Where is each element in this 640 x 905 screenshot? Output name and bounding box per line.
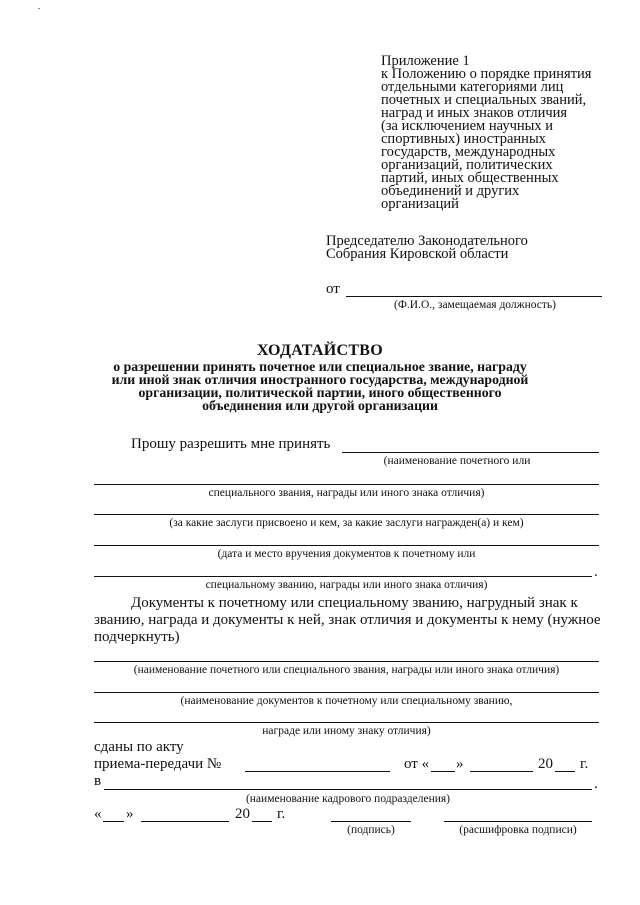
handover-from-label: от « — [404, 756, 430, 772]
title-name-field-line-2[interactable] — [94, 484, 599, 485]
documents-caption-2: (наименование документов к почетному или специальному званию, — [180, 695, 513, 707]
from-name-field-line[interactable] — [346, 296, 602, 297]
signature-caption: (подпись) — [347, 824, 395, 836]
title-subline: организации, политической партии, иного общественного — [138, 385, 502, 400]
sign-year-suffix: г. — [277, 806, 286, 822]
handover-line-1: сданы по акту — [94, 739, 184, 755]
from-caption: (Ф.И.О., замещаемая должность) — [394, 299, 556, 311]
department-caption: (наименование кадрового подразделения) — [245, 793, 451, 805]
department-field-line[interactable] — [104, 789, 592, 790]
request-period: . — [594, 564, 598, 580]
handover-line-2: приема-передачи № — [94, 756, 222, 772]
appendix-line: отдельными категориями лиц — [381, 79, 564, 95]
sign-day-field-line[interactable] — [103, 821, 124, 822]
date-place-field-line[interactable] — [94, 545, 599, 546]
appendix-line: объединений и других — [381, 183, 520, 199]
request-caption-4: (дата и место вручения документов к почетному или — [217, 548, 476, 560]
from-label: от — [326, 281, 340, 297]
handover-year-field-line[interactable] — [555, 771, 575, 772]
handover-month-field-line[interactable] — [470, 771, 533, 772]
appendix-line: к Положению о порядке принятия — [381, 66, 592, 82]
sign-year-field-line[interactable] — [252, 821, 272, 822]
title-subline: или иной знак отличия иностранного государства, международной — [111, 372, 529, 387]
documents-caption-1: (наименование почетного или специального звания, награды или иного знака отличия) — [133, 664, 560, 676]
documents-line-2: званию, награда и документы к ней, знак отличия и документы к нему (нужное — [94, 612, 601, 628]
request-lead: Прошу разрешить мне принять — [131, 436, 331, 452]
sign-quote-open: « — [94, 806, 102, 822]
addressee-line-1: Председателю Законодательного — [326, 233, 528, 249]
appendix-line: спортивных) иностранных — [381, 131, 546, 147]
signature-decode-field-line[interactable] — [444, 821, 592, 822]
act-number-field-line[interactable] — [245, 771, 390, 772]
title-subline: объединения или другой организации — [202, 398, 438, 413]
handover-in-label: в — [94, 773, 102, 789]
appendix-line: почетных и специальных званий, — [381, 92, 587, 108]
merits-field-line[interactable] — [94, 514, 599, 515]
addressee-line-2: Собрания Кировской области — [326, 246, 509, 262]
request-caption-3: (за какие заслуги присвоено и кем, за какие заслуги награжден(а) и кем) — [169, 517, 524, 529]
handover-quote-close: » — [456, 756, 464, 772]
document-title: ХОДАТАЙСТВО — [256, 342, 384, 359]
appendix-line: партий, иных общественных — [381, 170, 559, 186]
appendix-header — [381, 55, 631, 215]
request-caption-5: специальному званию, награды или иного знака отличия) — [205, 579, 488, 591]
signature-field-line[interactable] — [331, 821, 411, 822]
appendix-line: организаций — [381, 196, 459, 212]
appendix-line: Приложение 1 — [381, 53, 470, 69]
sign-quote-close: » — [126, 806, 134, 822]
award-name-field-line[interactable] — [94, 661, 599, 662]
documents-line-3: подчеркнуть) — [94, 629, 180, 645]
sign-month-field-line[interactable] — [141, 821, 229, 822]
date-place-field-line-2[interactable] — [94, 576, 592, 577]
sign-year-prefix: 20 — [235, 806, 250, 822]
title-block — [0, 342, 640, 432]
title-name-field-line[interactable] — [342, 452, 599, 453]
title-subline: о разрешении принять почетное или специальное звание, награду — [113, 359, 527, 374]
documents-name-field-line-2[interactable] — [94, 722, 599, 723]
appendix-line: государств, международных — [381, 144, 556, 160]
request-caption-2: специального звания, награды или иного знака отличия) — [208, 487, 485, 499]
appendix-line: организаций, политических — [381, 157, 553, 173]
handover-year-prefix: 20 — [538, 756, 553, 772]
handover-day-field-line[interactable] — [431, 771, 455, 772]
handover-period: . — [594, 776, 598, 792]
scan-mark — [38, 8, 40, 9]
request-caption-1: (наименование почетного или — [383, 455, 531, 467]
documents-caption-3: награде или иному знаку отличия) — [262, 725, 431, 737]
appendix-line: (за исключением научных и — [381, 118, 553, 134]
signature-decode-caption: (расшифровка подписи) — [459, 824, 577, 836]
handover-year-suffix: г. — [580, 756, 589, 772]
documents-name-field-line[interactable] — [94, 692, 599, 693]
documents-line-1: Документы к почетному или специальному званию, нагрудный знак к — [131, 595, 578, 611]
appendix-line: наград и иных знаков отличия — [381, 105, 568, 121]
